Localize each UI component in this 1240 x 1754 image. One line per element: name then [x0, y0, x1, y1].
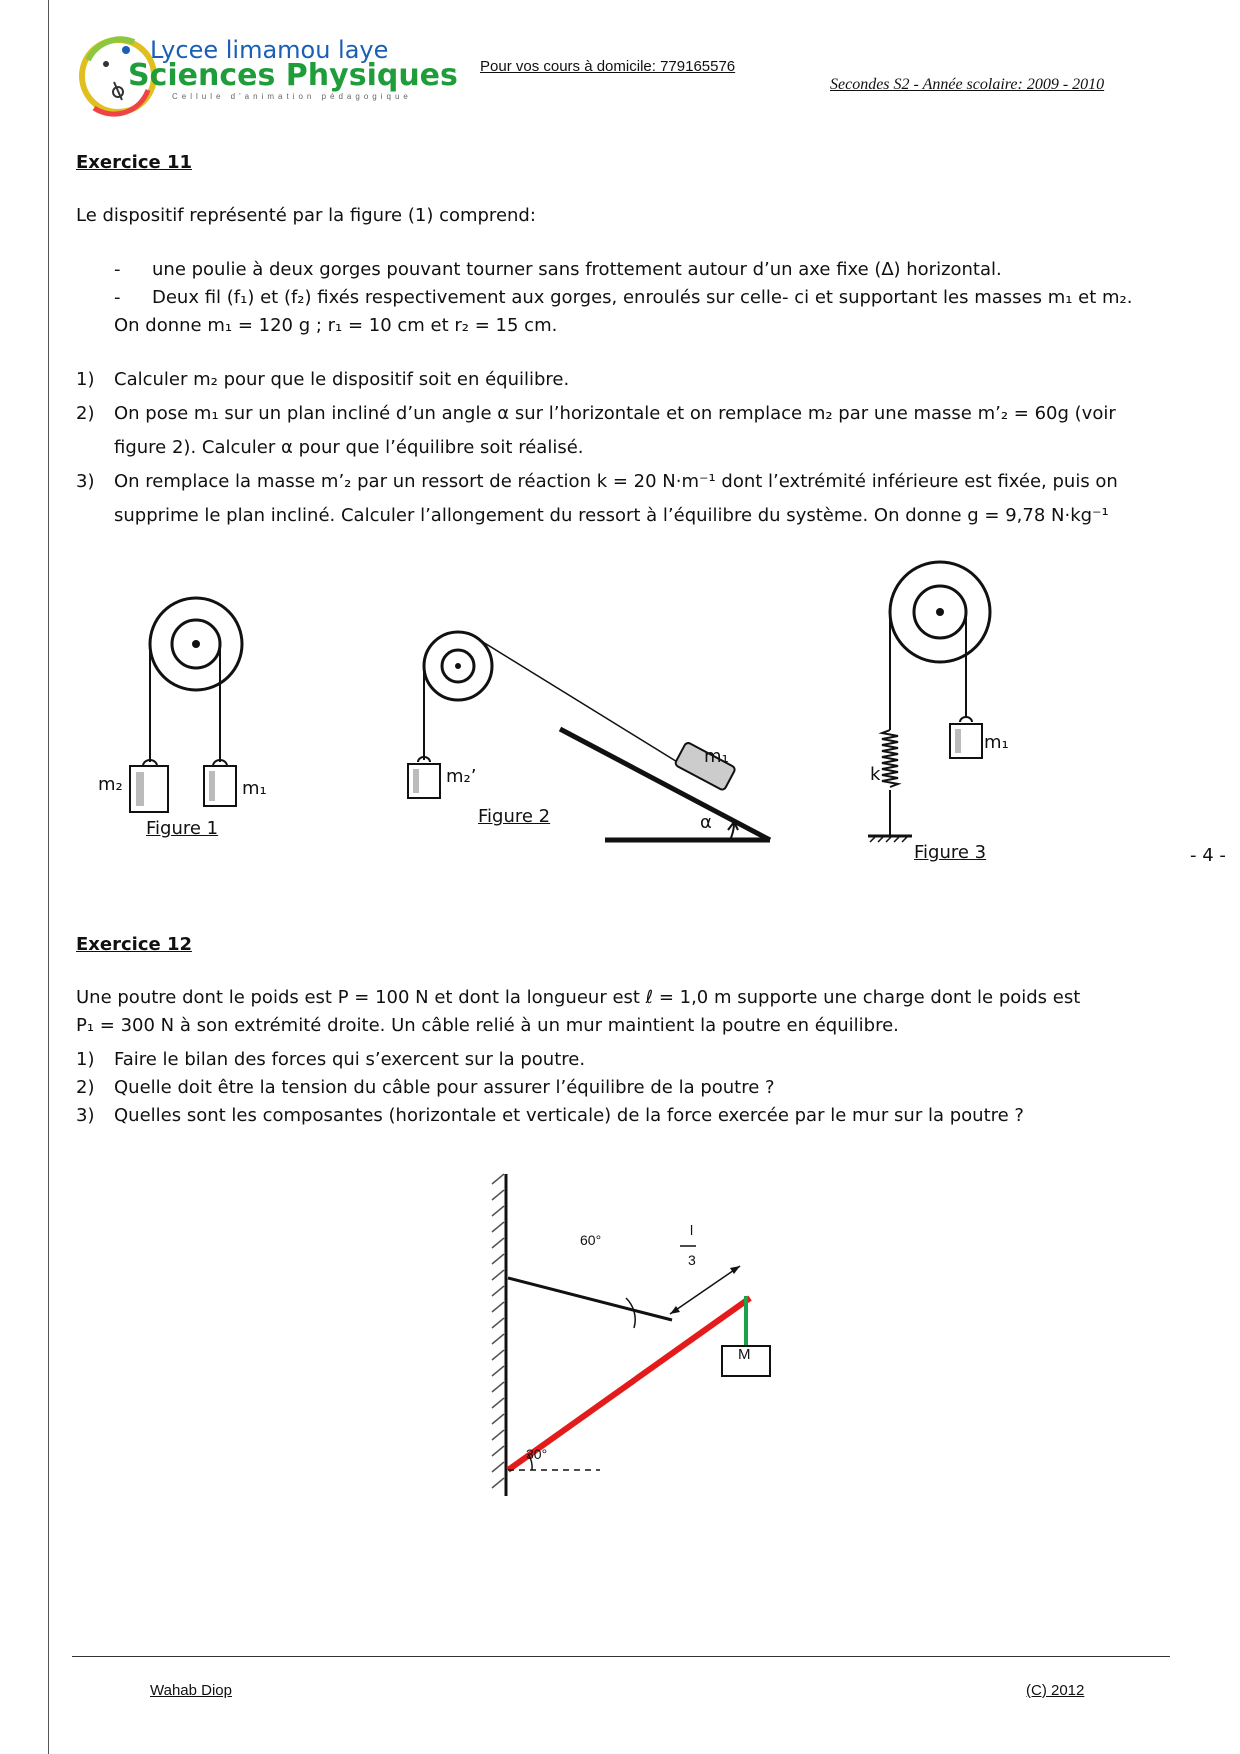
wall-hatching — [492, 1174, 504, 1488]
fig1-label-m2: m₂ — [98, 774, 123, 795]
ex12-q3-num: 3) — [76, 1105, 95, 1126]
logo-line-1: Lycee limamou laye — [150, 36, 389, 64]
ex11-q3-num: 3) — [76, 471, 95, 492]
ex11-bullet-1: une poulie à deux gorges pouvant tourner sans frottement autour d’un axe fixe (∆) horizontal. — [152, 259, 1002, 280]
figure-3-caption: Figure 3 — [914, 842, 987, 863]
cable — [508, 1278, 672, 1320]
ex11-q2-text-b: figure 2). Calculer α pour que l’équilibre soit réalisé. — [114, 437, 584, 458]
ex12-q2-num: 2) — [76, 1077, 95, 1098]
ex11-bullet-dash-2: - — [114, 287, 121, 308]
fig12-label-30: 30° — [526, 1446, 548, 1462]
ex12-q1-text: Faire le bilan des forces qui s’exercent sur la poutre. — [114, 1049, 586, 1070]
ex12-beam-figure — [440, 1170, 820, 1510]
logo-line-3: Cellule d'animation pédagogique — [172, 92, 412, 101]
footer-rule — [72, 1656, 1170, 1657]
figure-1-caption: Figure 1 — [146, 818, 219, 839]
ex11-q3-text-b: supprime le plan incliné. Calculer l’allongement du ressort à l’équilibre du système. On donne g = 9,78 N·kg⁻¹ — [114, 505, 1109, 526]
ex11-intro: Le dispositif représenté par la figure (1) comprend: — [76, 205, 536, 226]
figure-2-inclined-plane — [408, 632, 770, 840]
ex11-q1 — [76, 366, 569, 394]
ex11-q3 — [76, 468, 1118, 496]
ex11-q1-text: Calculer m₂ pour que le dispositif soit en équilibre. — [114, 369, 570, 390]
fig2-label-alpha: α — [700, 812, 712, 833]
fig1-label-m1: m₁ — [242, 778, 267, 799]
figure-3-spring-pulley — [868, 562, 990, 842]
ex12-q1-num: 1) — [76, 1049, 95, 1070]
fig3-label-k: k — [870, 764, 881, 785]
ex12-q1 — [76, 1046, 585, 1074]
fig12-label-3: 3 — [688, 1252, 696, 1268]
header-class-year: Secondes S2 - Année scolaire: 2009 - 2010 — [830, 76, 1105, 93]
exercise-11-title: Exercice 11 — [76, 152, 193, 173]
fig12-label-60: 60° — [580, 1232, 602, 1248]
exercise-12-title: Exercice 12 — [76, 934, 193, 955]
logo-line-2: Sciences Physiques — [128, 58, 458, 93]
ex11-q1-num: 1) — [76, 369, 95, 390]
ex12-q3 — [76, 1102, 1024, 1130]
ex12-line-1: Une poutre dont le poids est P = 100 N et dont la longueur est ℓ = 1,0 m supporte une charge dont le poids est — [76, 987, 1081, 1008]
ex12-q2 — [76, 1074, 775, 1102]
page-number: - 4 - — [1190, 845, 1226, 866]
ex11-q3-text-a: On remplace la masse m’₂ par un ressort de réaction k = 20 N·m⁻¹ dont l’extrémité inférieure est fixée, puis on — [114, 471, 1118, 492]
ex11-bullet-2: Deux fil (f₁) et (f₂) fixés respectivement aux gorges, enroulés sur celle- ci et supportant les masses m₁ et m₂. — [152, 287, 1133, 308]
fig12-label-M: M — [738, 1346, 751, 1363]
fig2-label-m1: m₁ — [704, 746, 729, 767]
figure-1-pulley-diagram — [130, 598, 242, 812]
footer-copyright: (C) 2012 — [1026, 1682, 1085, 1699]
ex12-q3-text: Quelles sont les composantes (horizontale et verticale) de la force exercée par le mur sur la poutre ? — [114, 1105, 1024, 1126]
figure-2-caption: Figure 2 — [478, 806, 551, 827]
ex11-q2-text-a: On pose m₁ sur un plan incliné d’un angle α sur l’horizontale et on remplace m₂ par une masse m’₂ = 60g (voir — [114, 403, 1116, 424]
ex12-q2-text: Quelle doit être la tension du câble pour assurer l’équilibre de la poutre ? — [114, 1077, 775, 1098]
fig2-label-m2-prime: m₂’ — [446, 766, 477, 787]
ex11-bullet-dash-1: - — [114, 259, 121, 280]
fig12-label-l: l — [690, 1222, 694, 1238]
ex11-q2 — [76, 400, 1116, 428]
page-margin-line — [48, 0, 49, 1754]
beam — [508, 1298, 750, 1470]
ex11-q2-num: 2) — [76, 403, 95, 424]
ex11-given: On donne m₁ = 120 g ; r₁ = 10 cm et r₂ = 15 cm. — [114, 315, 558, 336]
footer-author: Wahab Diop — [150, 1682, 232, 1699]
ex12-line-2: P₁ = 300 N à son extrémité droite. Un câble relié à un mur maintient la poutre en équilibre. — [76, 1015, 899, 1036]
fig3-label-m1: m₁ — [984, 732, 1009, 753]
header-contact: Pour vos cours à domicile: 779165576 — [480, 58, 736, 75]
